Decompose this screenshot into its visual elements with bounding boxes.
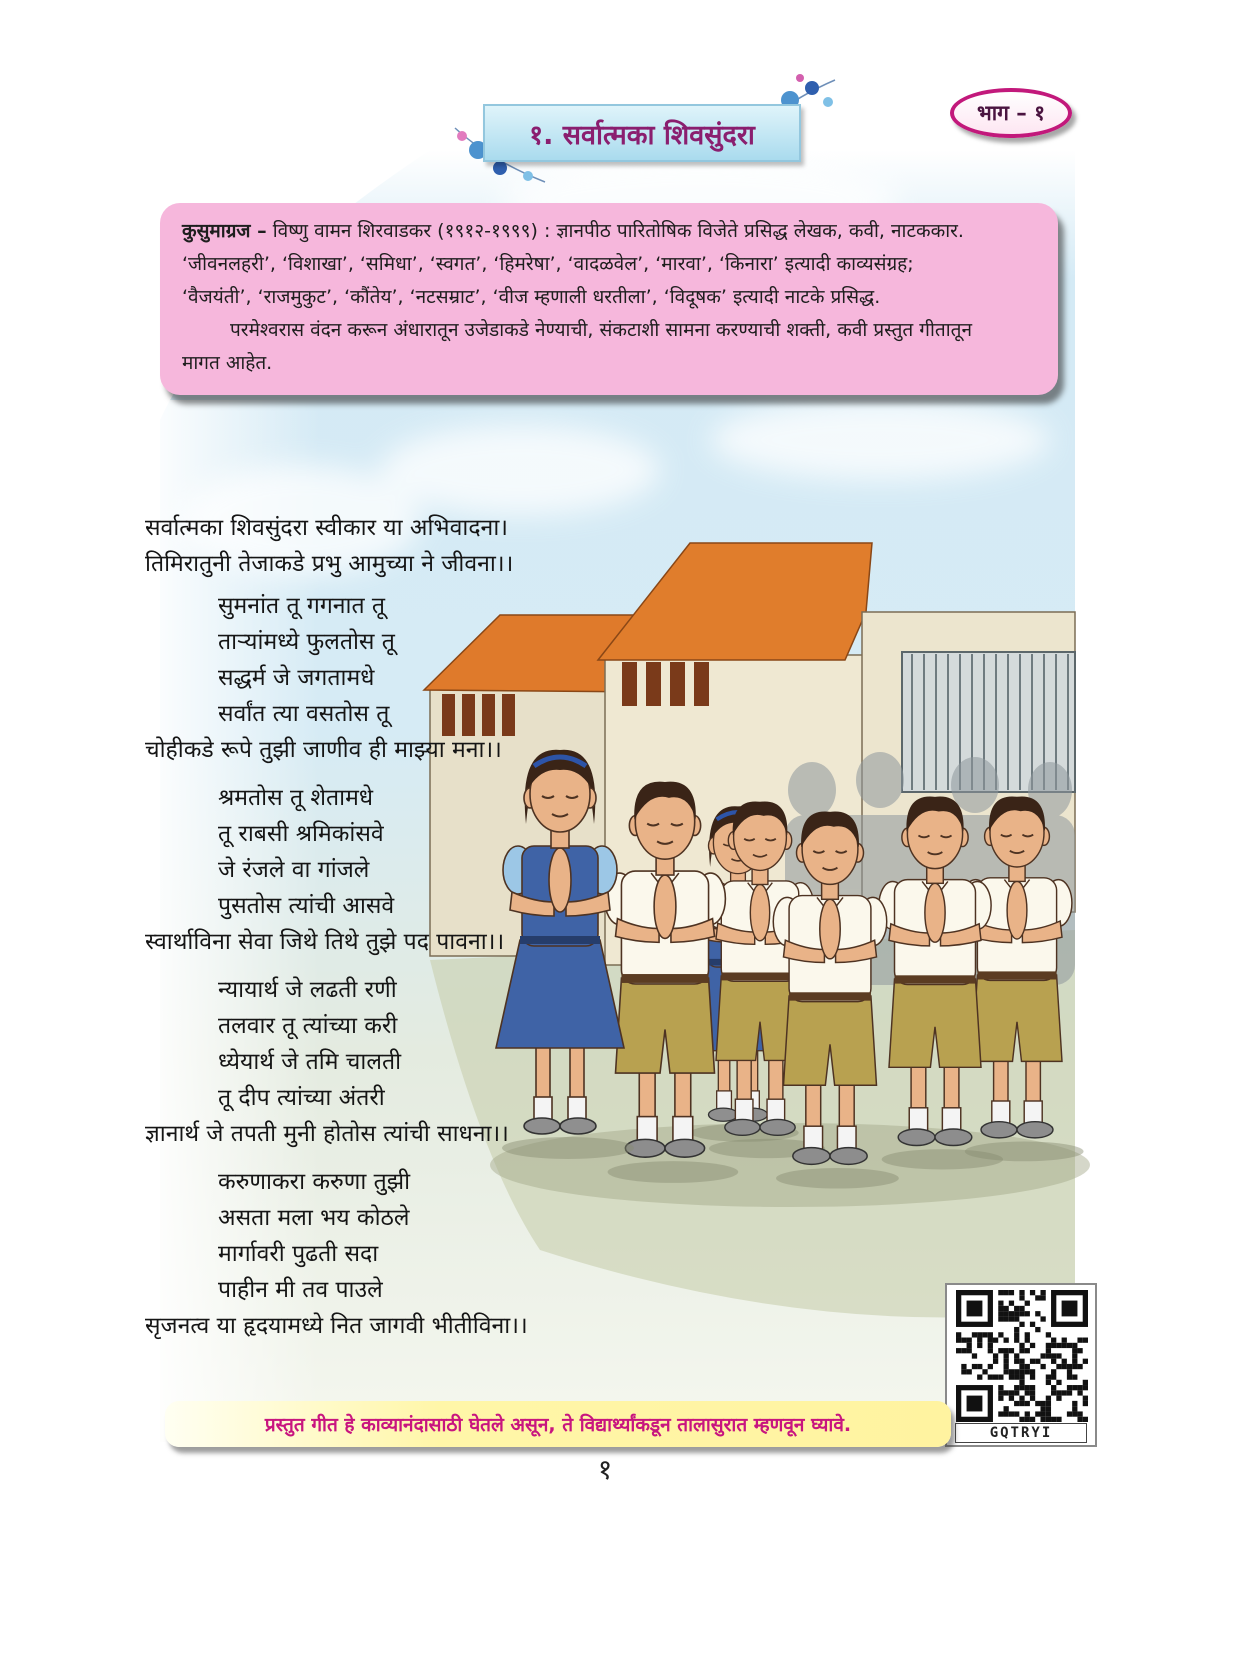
qr-module <box>1030 1359 1035 1364</box>
qr-module <box>1004 1406 1009 1411</box>
qr-module <box>1019 1311 1024 1316</box>
cloud <box>380 425 660 515</box>
poem-line: तू दीप त्यांच्या अंतरी <box>218 1085 385 1111</box>
qr-module <box>1056 1353 1061 1358</box>
part-badge-label: भाग – १ <box>976 101 1046 125</box>
qr-module <box>1014 1316 1019 1321</box>
qr-module <box>993 1359 998 1364</box>
qr-module <box>1067 1343 1072 1348</box>
qr-module <box>1019 1385 1024 1390</box>
qr-module <box>1056 1390 1061 1395</box>
qr-module <box>1077 1348 1082 1353</box>
qr-module <box>1014 1369 1019 1374</box>
poem-stanza <box>145 780 705 960</box>
qr-module <box>1035 1327 1040 1332</box>
qr-module <box>972 1364 977 1369</box>
qr-module <box>988 1332 993 1337</box>
qr-module <box>1040 1406 1045 1411</box>
student-belt <box>789 992 871 1000</box>
qr-module <box>1040 1295 1045 1300</box>
qr-module <box>1046 1417 1051 1422</box>
qr-module <box>1083 1401 1088 1406</box>
cloud <box>710 400 1050 480</box>
qr-code <box>956 1290 1088 1422</box>
qr-module <box>1040 1290 1045 1295</box>
qr-module <box>1004 1369 1009 1374</box>
qr-module <box>977 1332 982 1337</box>
qr-module <box>1014 1390 1019 1395</box>
qr-module <box>977 1374 982 1379</box>
qr-module <box>1072 1343 1077 1348</box>
qr-module <box>998 1316 1003 1321</box>
qr-module <box>998 1411 1003 1416</box>
qr-module <box>1072 1411 1077 1416</box>
poem-line: सर्वांत त्या वसतोस तू <box>218 701 390 727</box>
qr-module <box>1051 1374 1056 1379</box>
qr-module <box>1014 1338 1019 1343</box>
student-shoe <box>1017 1122 1053 1138</box>
poem <box>145 510 705 1344</box>
qr-module <box>1009 1316 1014 1321</box>
qr-module <box>1077 1364 1082 1369</box>
flower <box>805 81 819 95</box>
qr-module <box>1019 1364 1024 1369</box>
poem-line: ताऱ्यांमध्ये फुलतोस तू <box>218 629 395 655</box>
qr-module <box>1019 1380 1024 1385</box>
qr-module <box>1051 1385 1056 1390</box>
poem-stanza <box>145 972 705 1152</box>
qr-module <box>1040 1411 1045 1416</box>
qr-module <box>1014 1332 1019 1337</box>
qr-module <box>1077 1338 1082 1343</box>
qr-module <box>1009 1348 1014 1353</box>
qr-module <box>1019 1295 1024 1300</box>
qr-module <box>1077 1411 1082 1416</box>
qr-module <box>1030 1343 1035 1348</box>
qr-module <box>1056 1396 1061 1401</box>
qr-module <box>1083 1417 1088 1422</box>
qr-module <box>1083 1396 1088 1401</box>
qr-module <box>1051 1417 1056 1422</box>
qr-module <box>993 1353 998 1358</box>
qr-code-label: GQTRYI <box>955 1423 1087 1443</box>
student-folded-hands <box>1007 881 1027 939</box>
crowd-head <box>788 762 836 818</box>
qr-module <box>1009 1311 1014 1316</box>
qr-module <box>1014 1401 1019 1406</box>
student-folded-hands <box>820 899 840 959</box>
qr-module <box>1009 1396 1014 1401</box>
qr-module <box>1004 1390 1009 1395</box>
qr-module <box>1056 1417 1061 1422</box>
teacher-note-box <box>165 1401 951 1447</box>
qr-module <box>1014 1411 1019 1416</box>
qr-module <box>1051 1353 1056 1358</box>
poet-intro-box <box>160 203 1058 395</box>
qr-module <box>1025 1338 1030 1343</box>
qr-module <box>1030 1322 1035 1327</box>
qr-module <box>1009 1369 1014 1374</box>
poem-opening-line: सर्वात्मका शिवसुंदरा स्वीकार या अभिवादना। <box>145 515 508 541</box>
poem-closing-line: ज्ञानार्थ जे तपती मुनी होतोस त्यांची साधना।। <box>145 1121 509 1147</box>
qr-module <box>998 1301 1003 1306</box>
intro-line: ‘वैजयंती’, ‘राजमुकुट’, ‘कौंतेय’, ‘नटसम्राट’, ‘वीज म्हणाली धरतीला’, ‘विदूषक’ इत्यादी नाटके प्रसिद्ध. <box>182 286 881 308</box>
poem-line: पाहीन मी तव पाउले <box>218 1277 383 1303</box>
qr-module <box>961 1338 966 1343</box>
qr-module <box>1046 1380 1051 1385</box>
student-shoe <box>898 1129 935 1146</box>
qr-module <box>1009 1390 1014 1395</box>
qr-module <box>967 1348 972 1353</box>
qr-module <box>1030 1390 1035 1395</box>
student-shoe <box>981 1122 1017 1138</box>
qr-module <box>1046 1374 1051 1379</box>
intro-line: परमेश्वरास वंदन करून अंधारातून उजेडाकडे नेण्याची, संकटाशी सामना करण्याची शक्ती, कवी प्रस्तुत गीतातून <box>230 319 973 341</box>
poem-line: तू राबसी श्रमिकांसवे <box>218 821 384 847</box>
qr-module <box>1051 1343 1056 1348</box>
qr-module <box>1025 1348 1030 1353</box>
qr-module <box>1019 1290 1024 1295</box>
qr-module <box>961 1364 966 1369</box>
qr-module <box>1009 1290 1014 1295</box>
qr-module <box>1014 1306 1019 1311</box>
qr-module <box>1030 1396 1035 1401</box>
qr-module <box>977 1338 982 1343</box>
qr-module <box>1019 1322 1024 1327</box>
qr-module <box>1051 1369 1056 1374</box>
qr-module <box>1062 1338 1067 1343</box>
qr-module <box>1077 1417 1082 1422</box>
flower <box>796 74 804 82</box>
intro-line: मागत आहेत. <box>182 352 273 374</box>
intro-line <box>182 215 1036 248</box>
qr-module <box>1019 1401 1024 1406</box>
qr-module <box>1046 1401 1051 1406</box>
qr-module <box>1025 1369 1030 1374</box>
qr-module <box>1030 1369 1035 1374</box>
student-shoe <box>708 1108 738 1121</box>
qr-module <box>977 1343 982 1348</box>
poem-opening-line: तिमिरातुनी तेजाकडे प्रभु आमुच्या ने जीवना।। <box>145 551 514 577</box>
qr-module <box>1019 1359 1024 1364</box>
qr-module <box>1062 1364 1067 1369</box>
qr-module <box>1004 1359 1009 1364</box>
qr-module <box>1051 1338 1056 1343</box>
teacher-note: प्रस्तुत गीत हे काव्यानंदासाठी घेतले असून, ते विद्यार्थ्यांकडून तालासुरात म्हणवून घ्यावे. <box>264 1414 852 1436</box>
qr-module <box>1009 1374 1014 1379</box>
qr-module <box>982 1332 987 1337</box>
qr-module <box>1014 1359 1019 1364</box>
part-badge <box>950 88 1072 138</box>
qr-module <box>1004 1338 1009 1343</box>
qr-module <box>1014 1374 1019 1379</box>
qr-module <box>998 1311 1003 1316</box>
qr-module <box>1025 1401 1030 1406</box>
poem-stanza <box>145 1164 705 1344</box>
student-shoe <box>830 1148 867 1165</box>
qr-module <box>988 1343 993 1348</box>
student-shoe <box>793 1148 830 1165</box>
poem-line: मार्गावरी पुढती सदा <box>218 1241 379 1267</box>
intro-text: विष्णु वामन शिरवाडकर (१९१२-१९९९) : ज्ञानपीठ पारितोषिक विजेते प्रसिद्ध लेखक, कवी, नाटककार. <box>272 220 964 242</box>
poem-line: पुसतोस त्यांची आसवे <box>218 893 395 919</box>
poem-closing-line: स्वार्थाविना सेवा जिथे तिथे तुझे पद पावना।। <box>145 929 505 955</box>
qr-module <box>998 1390 1003 1395</box>
qr-module <box>1004 1311 1009 1316</box>
qr-module <box>1046 1406 1051 1411</box>
qr-module <box>1035 1295 1040 1300</box>
qr-module <box>1014 1311 1019 1316</box>
qr-module <box>1072 1401 1077 1406</box>
flower <box>823 97 833 107</box>
qr-module <box>1019 1417 1024 1422</box>
student-folded-hands <box>925 883 945 942</box>
qr-module <box>1067 1390 1072 1395</box>
qr-module <box>1072 1348 1077 1353</box>
poem-stanza <box>145 588 705 768</box>
poem-line: सद्धर्म जे जगतामधे <box>218 665 375 691</box>
qr-module <box>1067 1364 1072 1369</box>
qr-module <box>993 1374 998 1379</box>
lesson-title: १. सर्वात्मका शिवसुंदरा <box>529 119 755 151</box>
poem-line: जे रंजले वा गांजले <box>218 857 370 883</box>
student-belt <box>895 975 976 983</box>
qr-finder-pattern <box>967 1396 983 1412</box>
qr-module <box>972 1353 977 1358</box>
student-folded-hands <box>750 884 769 940</box>
qr-finder-pattern <box>1062 1301 1078 1317</box>
qr-module <box>1004 1411 1009 1416</box>
qr-module <box>988 1348 993 1353</box>
qr-module <box>1046 1396 1051 1401</box>
qr-module <box>1019 1369 1024 1374</box>
qr-module <box>956 1332 961 1337</box>
qr-module <box>1072 1385 1077 1390</box>
qr-module <box>1062 1390 1067 1395</box>
intro-line: ‘जीवनलहरी’, ‘विशाखा’, ‘समिधा’, ‘स्वगत’, ‘हिमरेषा’, ‘वादळवेल’, ‘मारवा’, ‘किनारा’ इत्यादी काव्यसंग्रह; <box>182 253 914 275</box>
student-shoe <box>725 1119 760 1135</box>
qr-module <box>967 1338 972 1343</box>
qr-module <box>998 1306 1003 1311</box>
qr-module <box>1046 1332 1051 1337</box>
qr-module <box>1083 1359 1088 1364</box>
qr-module <box>1019 1374 1024 1379</box>
qr-module <box>998 1385 1003 1390</box>
poem-closing-line: चोहीकडे रूपे तुझी जाणीव ही माझ्या मना।। <box>145 737 502 763</box>
crowd-head <box>856 752 904 808</box>
qr-module <box>1030 1417 1035 1422</box>
qr-module <box>967 1369 972 1374</box>
qr-module <box>1072 1353 1077 1358</box>
flower <box>493 161 507 175</box>
qr-module <box>1072 1359 1077 1364</box>
qr-module <box>1025 1417 1030 1422</box>
qr-module <box>998 1332 1003 1337</box>
poem-line: ध्येयार्थ जे तमि चालती <box>218 1049 402 1075</box>
qr-module <box>1083 1380 1088 1385</box>
qr-module <box>972 1332 977 1337</box>
qr-module <box>998 1290 1003 1295</box>
student-shoe <box>760 1119 795 1135</box>
qr-module <box>1072 1406 1077 1411</box>
qr-module <box>1040 1364 1045 1369</box>
qr-finder-pattern <box>967 1301 983 1317</box>
qr-module <box>1025 1385 1030 1390</box>
qr-module <box>1056 1364 1061 1369</box>
flower <box>457 131 467 141</box>
crowd-head <box>951 757 999 813</box>
qr-module <box>1030 1385 1035 1390</box>
qr-module <box>1009 1301 1014 1306</box>
qr-module <box>1035 1311 1040 1316</box>
qr-module <box>1040 1316 1045 1321</box>
qr-module <box>1051 1359 1056 1364</box>
qr-module <box>1062 1359 1067 1364</box>
poem-line: श्रमतोस तू शेतामधे <box>218 785 373 811</box>
student-shadow <box>776 1168 899 1188</box>
poem-line: करुणाकरा करुणा तुझी <box>218 1169 411 1195</box>
qr-module <box>1004 1316 1009 1321</box>
qr-module <box>961 1369 966 1374</box>
qr-module <box>1083 1385 1088 1390</box>
qr-module <box>988 1364 993 1369</box>
qr-module <box>1030 1374 1035 1379</box>
qr-module <box>1025 1390 1030 1395</box>
qr-module <box>1014 1385 1019 1390</box>
qr-module <box>1014 1327 1019 1332</box>
qr-module <box>1019 1348 1024 1353</box>
qr-module <box>1019 1343 1024 1348</box>
qr-module <box>1004 1306 1009 1311</box>
qr-module <box>961 1348 966 1353</box>
qr-module <box>967 1343 972 1348</box>
qr-module <box>956 1338 961 1343</box>
poem-closing-line: सृजनत्व या हृदयामध्ये नित जागवी भीतीविना।। <box>145 1313 528 1339</box>
poem-line: असता मला भय कोठले <box>218 1205 410 1231</box>
qr-module <box>1067 1411 1072 1416</box>
qr-module <box>1067 1374 1072 1379</box>
qr-module <box>1004 1290 1009 1295</box>
qr-module <box>988 1338 993 1343</box>
student-shoe <box>935 1129 972 1146</box>
qr-module <box>1040 1353 1045 1358</box>
qr-module <box>1014 1353 1019 1358</box>
student-shadow <box>882 1149 1003 1169</box>
qr-module <box>1077 1385 1082 1390</box>
qr-module <box>1040 1401 1045 1406</box>
poet-name: कुसुमाग्रज – <box>182 220 267 242</box>
qr-module <box>1025 1301 1030 1306</box>
qr-module <box>956 1348 961 1353</box>
qr-module <box>1004 1353 1009 1358</box>
qr-module <box>1067 1385 1072 1390</box>
qr-module <box>1046 1353 1051 1358</box>
qr-module <box>1062 1343 1067 1348</box>
qr-module <box>1067 1369 1072 1374</box>
qr-module <box>1056 1343 1061 1348</box>
poem-line: न्यायार्थ जे लढती रणी <box>218 977 397 1003</box>
qr-module <box>1025 1332 1030 1337</box>
qr-module <box>977 1364 982 1369</box>
qr-module <box>1040 1417 1045 1422</box>
qr-module <box>1077 1390 1082 1395</box>
qr-module <box>1051 1390 1056 1395</box>
student-belt <box>977 971 1056 979</box>
qr-module <box>982 1369 987 1374</box>
qr-module <box>1046 1411 1051 1416</box>
poem-line: सुमनांत तू गगनात तू <box>218 593 386 619</box>
qr-module <box>1019 1396 1024 1401</box>
qr-module <box>1009 1411 1014 1416</box>
qr-module <box>1046 1348 1051 1353</box>
qr-module <box>1004 1364 1009 1369</box>
flower <box>523 171 533 181</box>
qr-module <box>1056 1380 1061 1385</box>
poem-line: तलवार तू त्यांच्या करी <box>218 1013 398 1039</box>
qr-module <box>1083 1338 1088 1343</box>
qr-module <box>1030 1290 1035 1295</box>
qr-module <box>1019 1306 1024 1311</box>
qr-module <box>988 1374 993 1379</box>
qr-module <box>1035 1411 1040 1416</box>
qr-module <box>1025 1411 1030 1416</box>
qr-code-box <box>945 1283 1097 1447</box>
qr-module <box>1072 1364 1077 1369</box>
qr-module <box>1035 1401 1040 1406</box>
qr-module <box>993 1338 998 1343</box>
qr-module <box>1035 1359 1040 1364</box>
qr-module <box>1004 1348 1009 1353</box>
qr-module <box>998 1396 1003 1401</box>
qr-module <box>1072 1374 1077 1379</box>
qr-module <box>1025 1364 1030 1369</box>
lesson-title-box <box>483 104 801 162</box>
student-belt <box>721 972 798 980</box>
qr-module <box>1046 1343 1051 1348</box>
qr-module <box>998 1374 1003 1379</box>
page-number: १ <box>597 1453 613 1486</box>
qr-module <box>1025 1311 1030 1316</box>
qr-module <box>998 1348 1003 1353</box>
